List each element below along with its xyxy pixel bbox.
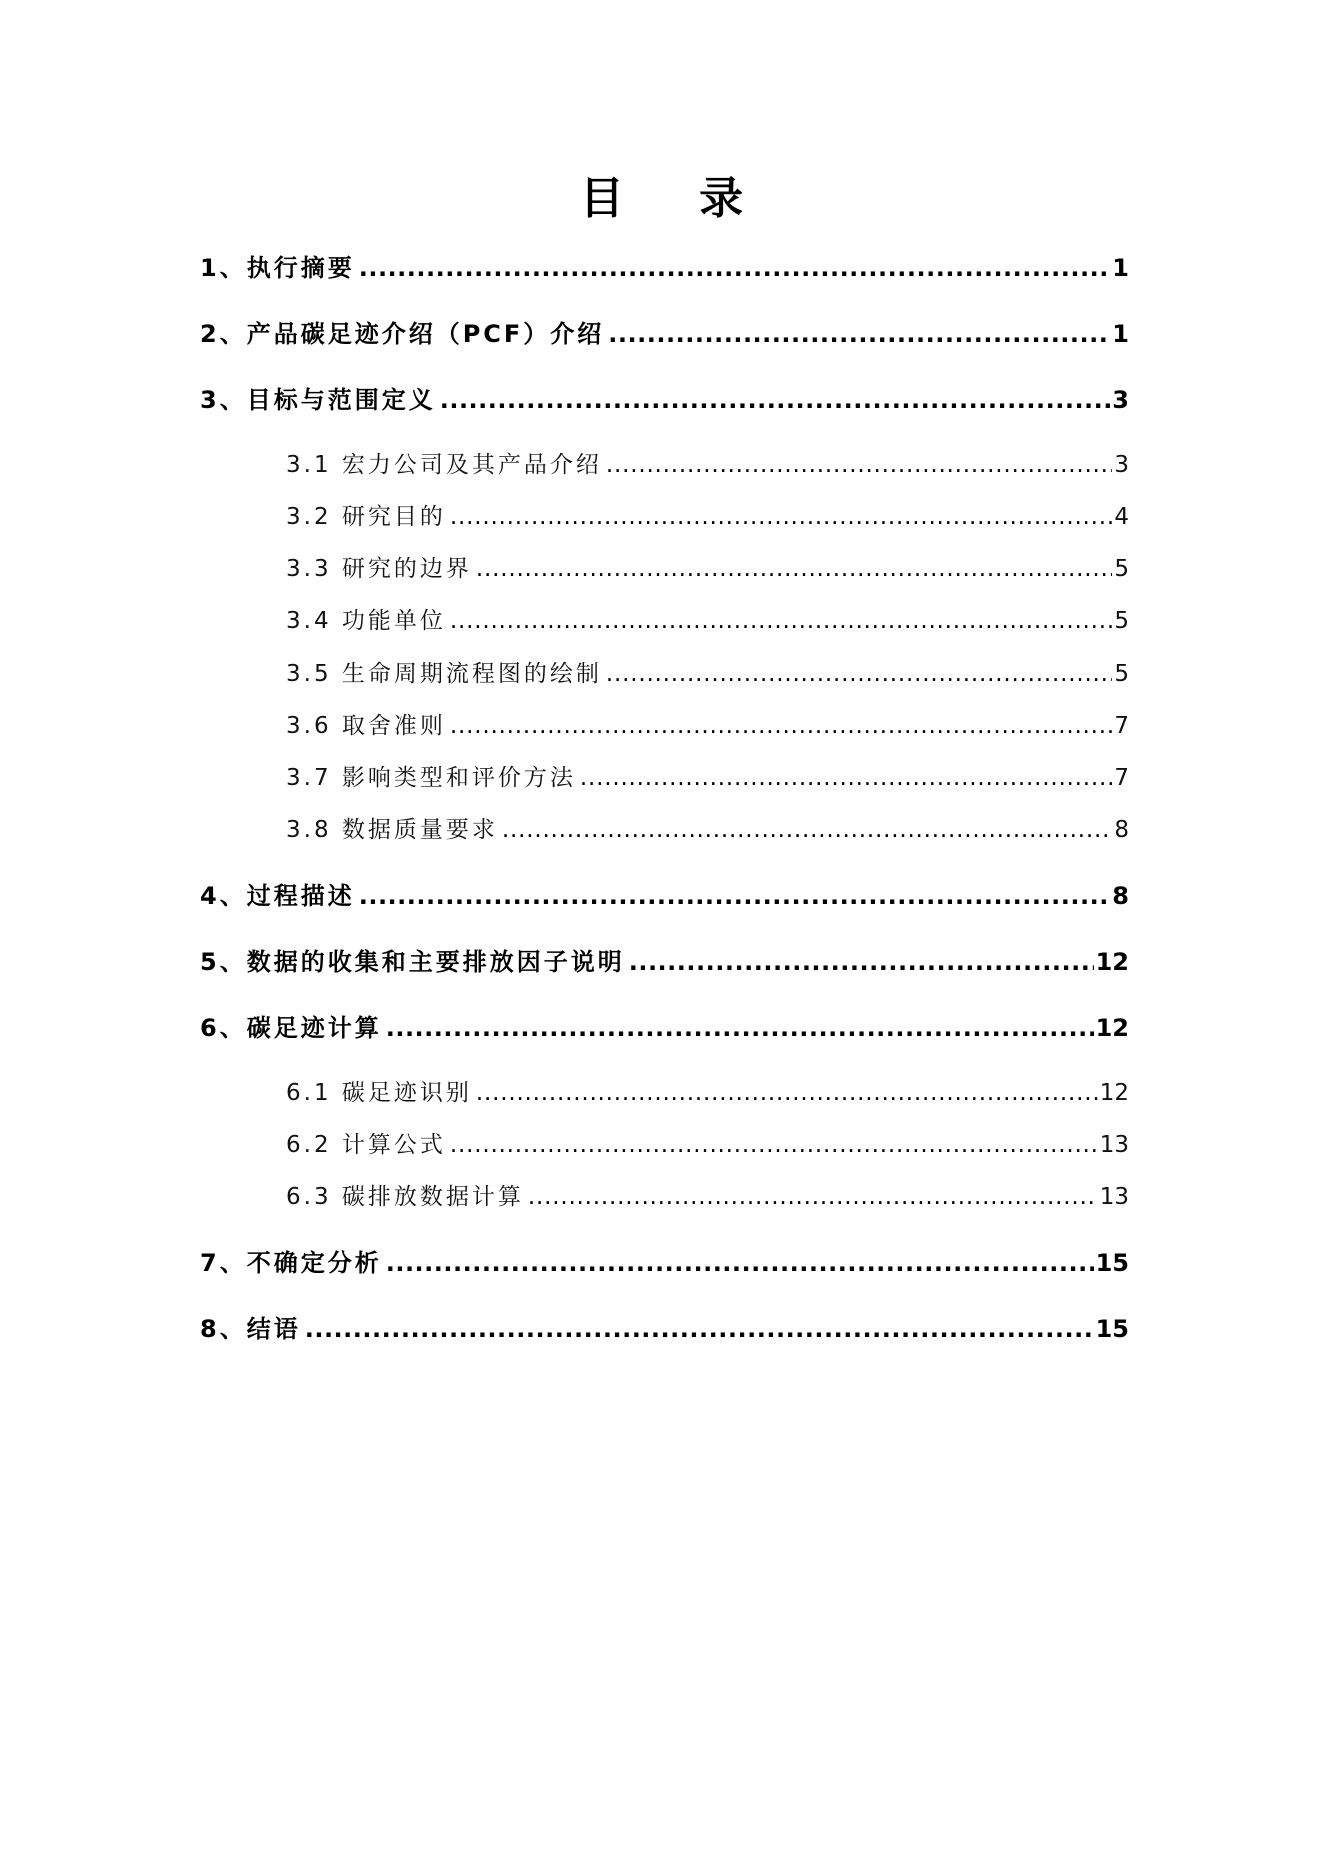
toc-entry-text: 3.3 研究的边界 [286,556,472,582]
toc-entry-text: 6.2 计算公式 [286,1132,446,1158]
toc-title: 目 录 [579,173,774,224]
dot-leader [608,320,1110,348]
toc-entry[interactable] [286,1178,1129,1211]
toc-entry-text: 3.4 功能单位 [286,608,446,634]
toc-entry-page: 12 [1095,948,1129,976]
toc-entry-page: 8 [1114,817,1129,843]
toc-entry[interactable] [200,1243,1129,1278]
toc-entry-text: 8、结语 [200,1315,301,1343]
toc-entry[interactable] [286,1074,1129,1107]
toc-entry-text: 3、目标与范围定义 [200,386,436,414]
toc-entry-page: 1 [1112,320,1129,348]
toc-entry-page: 13 [1099,1132,1129,1158]
dot-leader [386,1014,1094,1042]
toc-entry[interactable] [200,314,1129,349]
toc-entry-text: 6.3 碳排放数据计算 [286,1184,524,1210]
toc-entry-text: 3.8 数据质量要求 [286,817,498,843]
dot-leader [440,386,1111,414]
toc-entry-text: 5、数据的收集和主要排放因子说明 [200,948,625,976]
toc-entry[interactable] [200,1309,1129,1344]
toc-entry-page: 5 [1114,556,1129,582]
toc-entry-page: 1 [1112,254,1129,282]
dot-leader [450,713,1112,739]
toc-entry-text: 3.7 影响类型和评价方法 [286,765,576,791]
toc-entry[interactable] [200,380,1129,415]
toc-entry-text: 3.6 取舍准则 [286,713,446,739]
toc-entry[interactable] [200,1008,1129,1043]
dot-leader [502,817,1112,843]
toc-entry-text: 7、不确定分析 [200,1249,382,1277]
dot-leader [386,1249,1094,1277]
toc-entry[interactable] [286,602,1129,635]
dot-leader [629,948,1094,976]
toc-entry-text: 3.1 宏力公司及其产品介绍 [286,452,602,478]
toc-entry-page: 5 [1114,661,1129,687]
toc-entry-page: 3 [1112,386,1129,414]
toc-entry-text: 4、过程描述 [200,882,355,910]
toc-entry[interactable] [286,759,1129,792]
toc-entry-text: 3.5 生命周期流程图的绘制 [286,661,602,687]
toc-entry-page: 5 [1114,608,1129,634]
toc-entry-page: 7 [1114,765,1129,791]
dot-leader [528,1184,1098,1210]
dot-leader [476,556,1112,582]
toc-entry-page: 4 [1114,504,1129,530]
toc-entry-page: 12 [1095,1014,1129,1042]
toc-entry[interactable] [286,811,1129,844]
toc-entry-text: 3.2 研究目的 [286,504,446,530]
toc-entry[interactable] [200,248,1129,283]
toc-entry[interactable] [286,498,1129,531]
toc-entry[interactable] [200,876,1129,911]
dot-leader [580,765,1112,791]
toc-entry-page: 13 [1099,1184,1129,1210]
toc-entry[interactable] [200,942,1129,977]
toc-entry[interactable] [286,446,1129,479]
toc-entry-text: 1、执行摘要 [200,254,355,282]
toc-entry-text: 6、碳足迹计算 [200,1014,382,1042]
toc-entry[interactable] [286,707,1129,740]
toc-entry-page: 8 [1112,882,1129,910]
dot-leader [476,1080,1098,1106]
dot-leader [305,1315,1094,1343]
toc-entry-text: 6.1 碳足迹识别 [286,1080,472,1106]
toc-entry[interactable] [286,655,1129,688]
toc-entry-page: 7 [1114,713,1129,739]
dot-leader [450,504,1112,530]
toc-entry[interactable] [286,550,1129,583]
dot-leader [606,661,1112,687]
dot-leader [450,608,1112,634]
toc-entry-text: 2、产品碳足迹介绍（PCF）介绍 [200,320,605,348]
dot-leader [359,254,1111,282]
toc-entry-page: 3 [1114,452,1129,478]
dot-leader [450,1132,1098,1158]
toc-entry-page: 15 [1095,1249,1129,1277]
toc-entry-page: 15 [1095,1315,1129,1343]
toc-entry-page: 12 [1099,1080,1129,1106]
toc-entry[interactable] [286,1126,1129,1159]
dot-leader [606,452,1112,478]
dot-leader [359,882,1111,910]
